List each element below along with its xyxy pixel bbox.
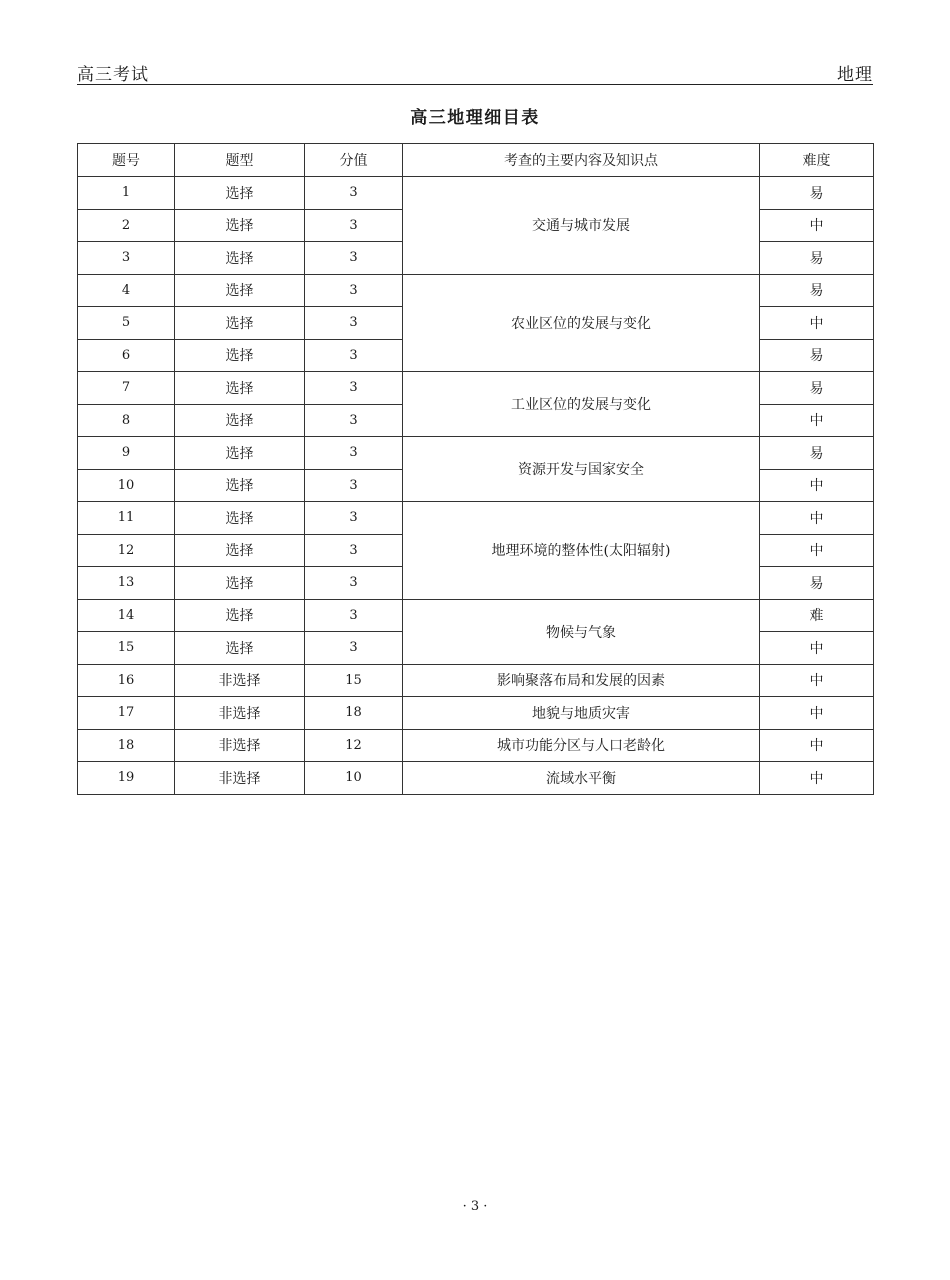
difficulty: 易 <box>760 177 874 210</box>
difficulty: 中 <box>760 664 874 697</box>
question-type: 选择 <box>175 177 305 210</box>
question-type: 选择 <box>175 404 305 437</box>
question-no: 10 <box>78 469 175 502</box>
question-type: 选择 <box>175 242 305 275</box>
table-row <box>78 274 874 307</box>
question-type: 选择 <box>175 339 305 372</box>
subject-name: 地理 <box>837 65 873 85</box>
question-no: 4 <box>78 274 175 307</box>
column-header-no: 题号 <box>78 144 175 177</box>
topic-cell: 影响聚落布局和发展的因素 <box>403 664 760 697</box>
difficulty: 易 <box>760 437 874 470</box>
table-row <box>78 599 874 632</box>
exam-name: 高三考试 <box>77 65 149 85</box>
question-type: 非选择 <box>175 697 305 730</box>
specification-table <box>77 143 874 795</box>
page-title: 高三地理细目表 <box>410 108 540 128</box>
question-no: 14 <box>78 599 175 632</box>
question-type: 选择 <box>175 599 305 632</box>
question-no: 9 <box>78 437 175 470</box>
difficulty: 中 <box>760 209 874 242</box>
question-score: 3 <box>305 209 403 242</box>
question-no: 15 <box>78 632 175 665</box>
question-type: 选择 <box>175 632 305 665</box>
column-header-type: 题型 <box>175 144 305 177</box>
table-row <box>78 502 874 535</box>
question-score: 3 <box>305 274 403 307</box>
question-no: 19 <box>78 762 175 795</box>
question-type: 非选择 <box>175 729 305 762</box>
table-row <box>78 729 874 762</box>
question-type: 非选择 <box>175 664 305 697</box>
table-row <box>78 762 874 795</box>
question-no: 13 <box>78 567 175 600</box>
topic-cell: 交通与城市发展 <box>403 177 760 275</box>
question-no: 8 <box>78 404 175 437</box>
difficulty: 易 <box>760 372 874 405</box>
table-row <box>78 437 874 470</box>
question-no: 7 <box>78 372 175 405</box>
page-number: · 3 · <box>462 1199 488 1214</box>
question-no: 5 <box>78 307 175 340</box>
question-no: 12 <box>78 534 175 567</box>
question-score: 3 <box>305 502 403 535</box>
question-type: 选择 <box>175 567 305 600</box>
topic-cell: 资源开发与国家安全 <box>403 437 760 502</box>
question-score: 12 <box>305 729 403 762</box>
question-type: 选择 <box>175 534 305 567</box>
table-row <box>78 372 874 405</box>
question-type: 选择 <box>175 209 305 242</box>
topic-cell: 地貌与地质灾害 <box>403 697 760 730</box>
difficulty: 中 <box>760 404 874 437</box>
question-no: 3 <box>78 242 175 275</box>
table-row <box>78 664 874 697</box>
question-no: 1 <box>78 177 175 210</box>
page-header <box>77 58 873 85</box>
question-no: 17 <box>78 697 175 730</box>
question-no: 16 <box>78 664 175 697</box>
question-type: 选择 <box>175 437 305 470</box>
difficulty: 中 <box>760 729 874 762</box>
difficulty: 易 <box>760 274 874 307</box>
question-score: 3 <box>305 534 403 567</box>
question-type: 选择 <box>175 502 305 535</box>
question-score: 10 <box>305 762 403 795</box>
column-header-topic: 考查的主要内容及知识点 <box>403 144 760 177</box>
question-type: 选择 <box>175 469 305 502</box>
question-score: 3 <box>305 437 403 470</box>
difficulty: 中 <box>760 697 874 730</box>
question-score: 3 <box>305 404 403 437</box>
topic-cell: 流域水平衡 <box>403 762 760 795</box>
difficulty: 易 <box>760 567 874 600</box>
question-score: 3 <box>305 339 403 372</box>
topic-cell: 地理环境的整体性(太阳辐射) <box>403 502 760 600</box>
difficulty: 难 <box>760 599 874 632</box>
question-type: 选择 <box>175 307 305 340</box>
column-header-difficulty: 难度 <box>760 144 874 177</box>
question-score: 3 <box>305 632 403 665</box>
difficulty: 易 <box>760 339 874 372</box>
difficulty: 中 <box>760 307 874 340</box>
topic-cell: 农业区位的发展与变化 <box>403 274 760 372</box>
question-score: 3 <box>305 307 403 340</box>
question-score: 3 <box>305 372 403 405</box>
topic-cell: 工业区位的发展与变化 <box>403 372 760 437</box>
question-no: 2 <box>78 209 175 242</box>
difficulty: 中 <box>760 469 874 502</box>
question-score: 18 <box>305 697 403 730</box>
question-no: 6 <box>78 339 175 372</box>
question-score: 3 <box>305 469 403 502</box>
question-score: 3 <box>305 599 403 632</box>
difficulty: 中 <box>760 502 874 535</box>
column-header-score: 分值 <box>305 144 403 177</box>
question-score: 3 <box>305 177 403 210</box>
difficulty: 中 <box>760 534 874 567</box>
topic-cell: 城市功能分区与人口老龄化 <box>403 729 760 762</box>
table-header-row <box>78 144 874 177</box>
question-score: 3 <box>305 242 403 275</box>
table-row <box>78 697 874 730</box>
difficulty: 中 <box>760 632 874 665</box>
question-type: 选择 <box>175 372 305 405</box>
question-no: 18 <box>78 729 175 762</box>
table-row <box>78 177 874 210</box>
question-type: 非选择 <box>175 762 305 795</box>
topic-cell: 物候与气象 <box>403 599 760 664</box>
question-type: 选择 <box>175 274 305 307</box>
question-no: 11 <box>78 502 175 535</box>
question-score: 15 <box>305 664 403 697</box>
difficulty: 易 <box>760 242 874 275</box>
difficulty: 中 <box>760 762 874 795</box>
question-score: 3 <box>305 567 403 600</box>
